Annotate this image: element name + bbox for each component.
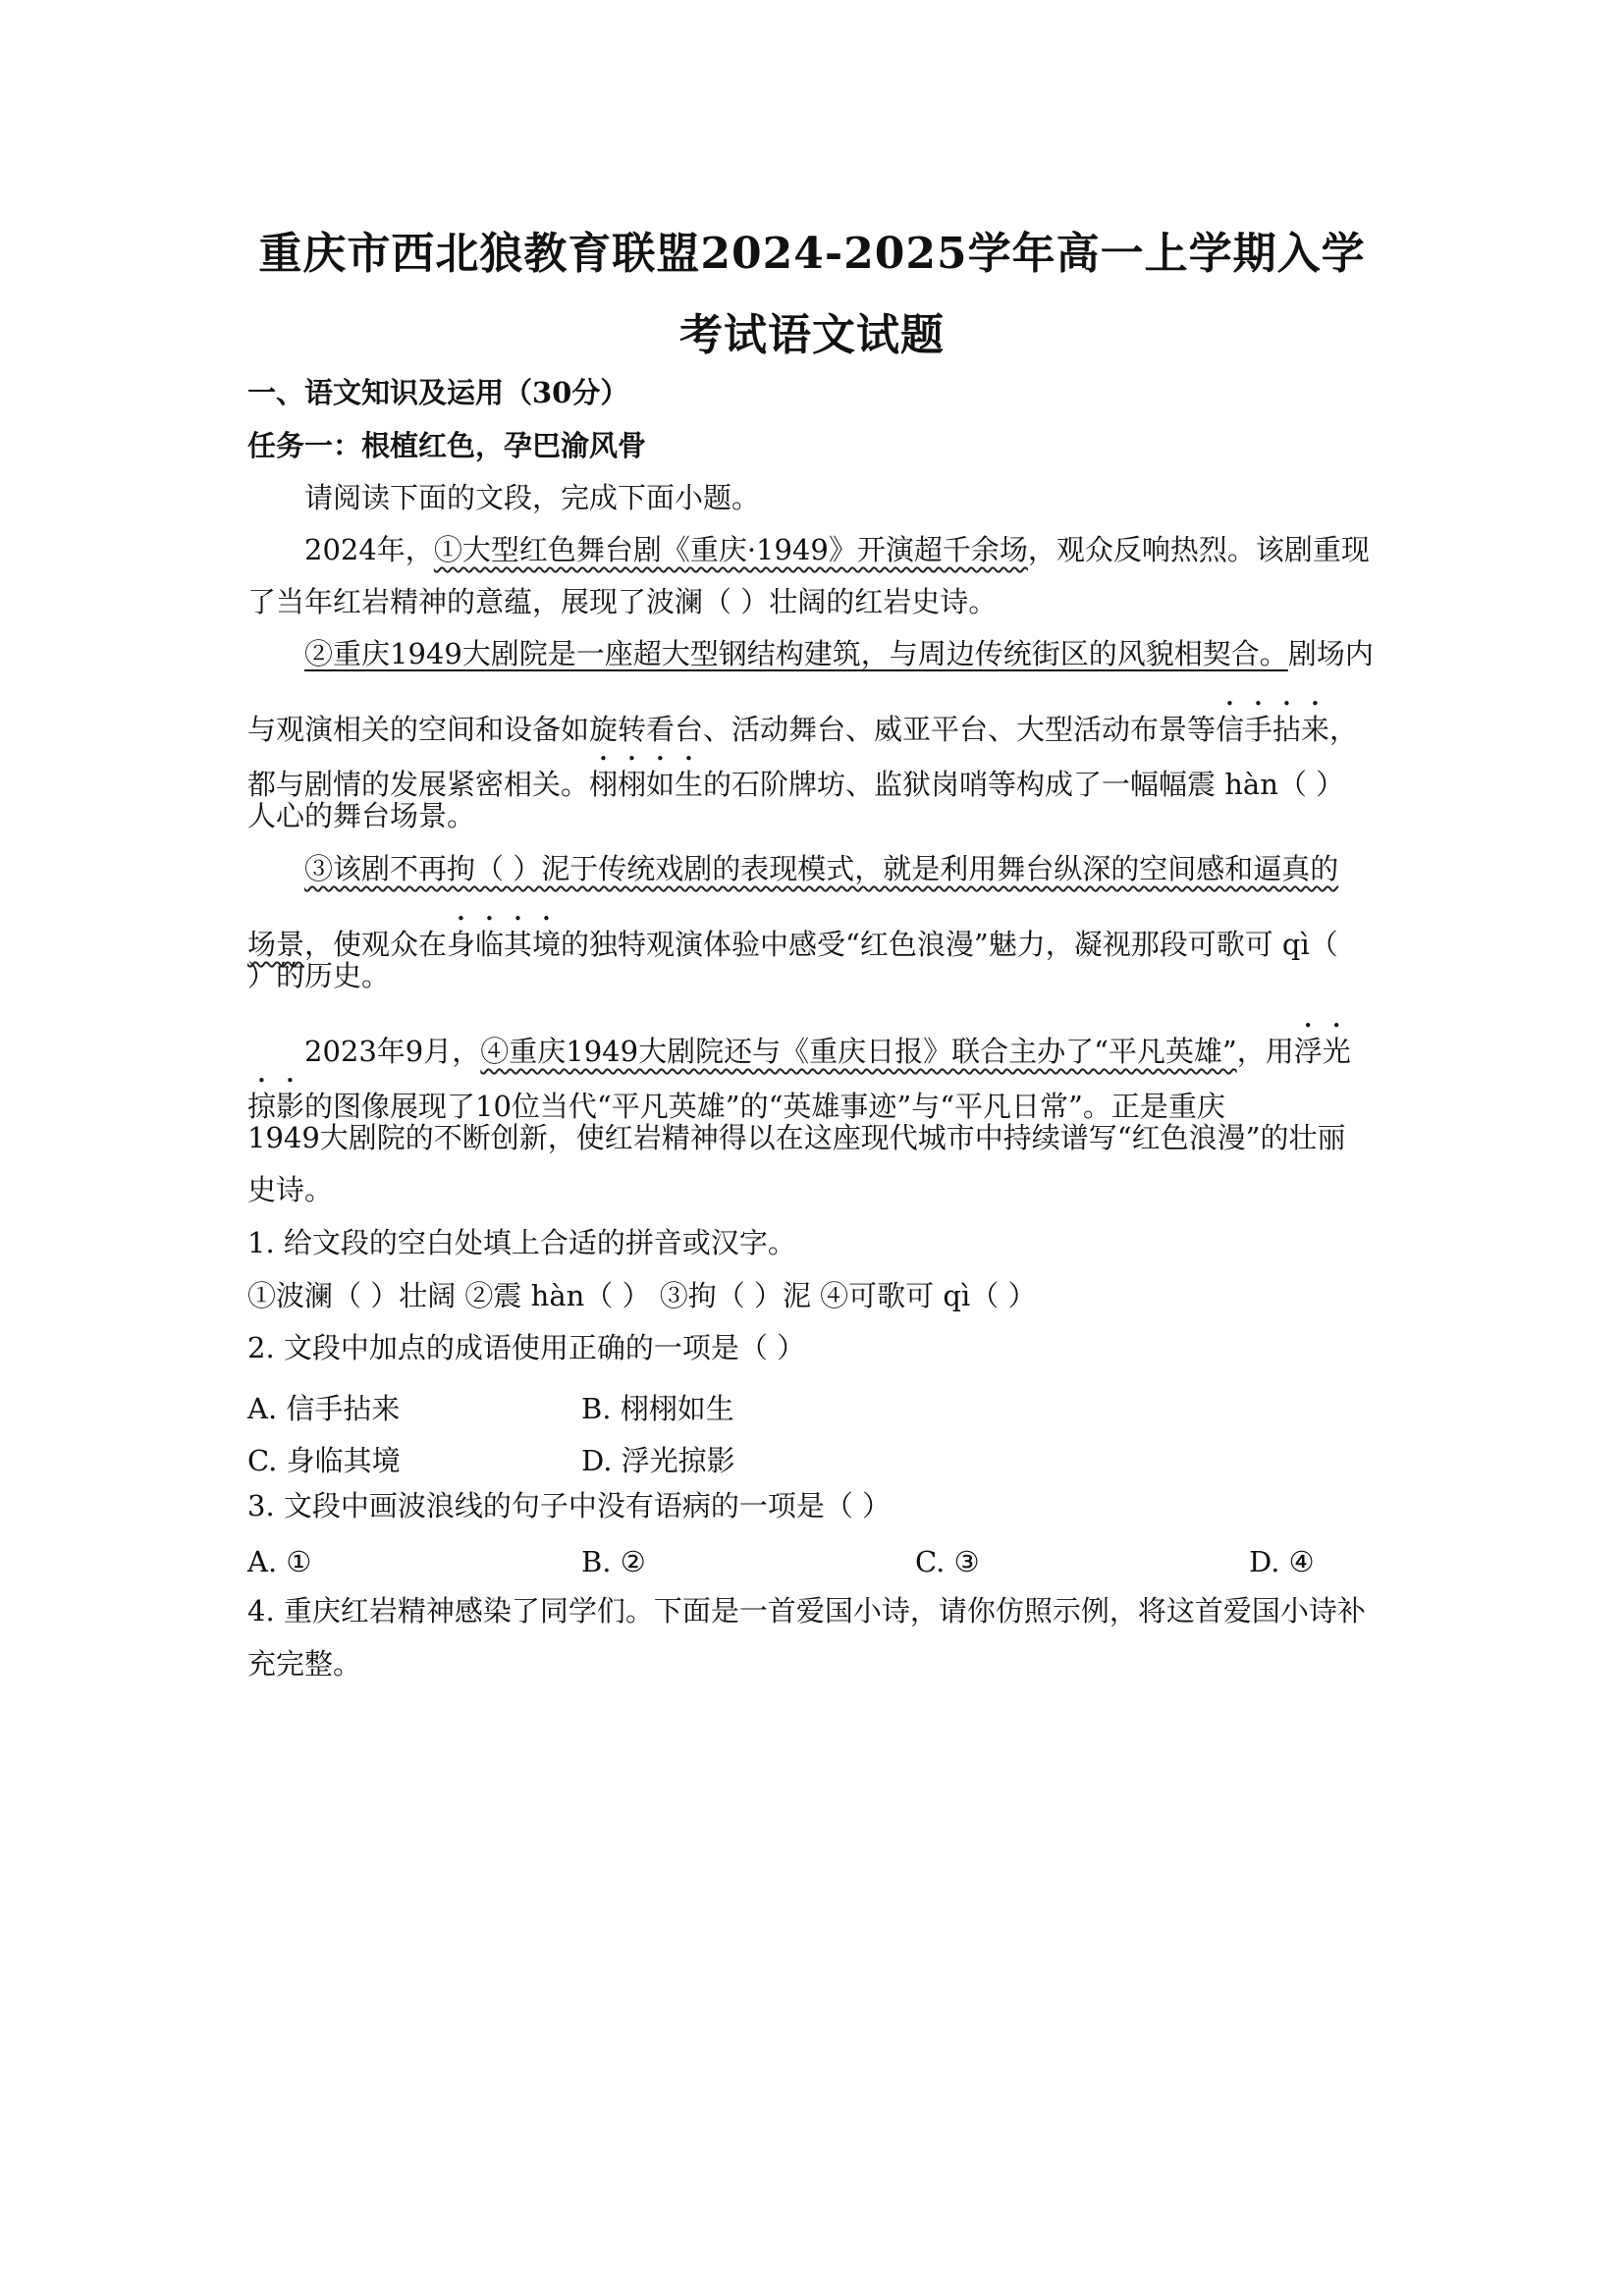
wavy-sentence-3: ③该剧不再拘（ ）泥于传统戏剧的表现模式，就是利用舞台纵深的空间感和逼真的: [304, 852, 1339, 885]
dotted-idiom-d-part2: 掠影: [247, 1090, 305, 1123]
passage-text: 2023年9月，: [304, 1035, 481, 1068]
passage-line: [304, 637, 1374, 670]
question-1: 1. 给文段的空白处填上合适的拼音或汉字。: [247, 1226, 796, 1259]
passage-text: 2024年，: [304, 533, 434, 566]
passage-line: 史诗。: [247, 1173, 334, 1206]
passage-text: 的图像展现了10位当代“平凡英雄”的“英雄事迹”与“平凡日常”。正是重庆: [304, 1090, 1225, 1123]
passage-text: 与观演相关的空间和设备如旋转看台、活动舞台、威亚平台、大型活动布景等: [247, 713, 1217, 746]
q2-option-b: B. 栩栩如生: [581, 1392, 734, 1425]
passage-text: ，: [1329, 713, 1359, 746]
wavy-sentence-3-end: 场景: [247, 928, 305, 961]
q2-option-d: D. 浮光掠影: [581, 1444, 735, 1477]
dotted-idiom-d-part1: 浮光: [1293, 1035, 1351, 1068]
underlined-sentence-2: ②重庆1949大剧院是一座超大型钢结构建筑，与周边传统街区的风貌相契合。: [304, 637, 1288, 670]
wavy-sentence-4: ④重庆1949大剧院还与《重庆日报》联合主办了“平凡英雄”: [480, 1035, 1237, 1068]
question-2: 2. 文段中加点的成语使用正确的一项是（ ）: [247, 1331, 806, 1364]
passage-line: [304, 533, 1370, 566]
dotted-idiom-a: 信手拈来: [1216, 713, 1330, 746]
passage-line: 1949大剧院的不断创新，使红岩精神得以在这座现代城市中持续谱写“红色浪漫”的壮丽: [247, 1121, 1346, 1154]
passage-line: [247, 910, 1338, 961]
exam-title-line1: 重庆市西北狼教育联盟2024-2025学年高一上学期入学: [258, 229, 1366, 279]
dotted-idiom-c: 身临其境: [447, 928, 562, 961]
passage-line: [304, 852, 1339, 885]
q2-option-a: A. 信手拈来: [247, 1392, 401, 1425]
q3-option-b: B. ②: [581, 1545, 646, 1578]
passage-text: 都与剧情的发展紧密相关。: [247, 768, 590, 801]
dotted-idiom-b: 栩栩如生: [589, 768, 704, 801]
passage-line: [247, 695, 1358, 746]
passage-line: [304, 1017, 1351, 1068]
passage-line: 人心的舞台场景。: [247, 799, 476, 832]
question-1-blanks: ①波澜（ ）壮阔 ②震 hàn（ ） ③拘（ ）泥 ④可歌可 qì（ ）: [247, 1279, 1037, 1312]
q3-option-a: A. ①: [247, 1545, 312, 1578]
passage-line: ）的历史。: [247, 959, 391, 992]
passage-text: ，用: [1236, 1035, 1294, 1068]
question-4: 4. 重庆红岩精神感染了同学们。下面是一首爱国小诗，请你仿照示例，将这首爱国小诗补: [247, 1594, 1366, 1628]
exam-title-line2: 考试语文试题: [679, 310, 945, 360]
q3-option-d: D. ④: [1249, 1545, 1315, 1578]
passage-text: 剧场内: [1287, 637, 1374, 670]
passage-line: [247, 750, 1344, 801]
passage-line: 了当年红岩精神的意蕴，展现了波澜（ ）壮阔的红岩史诗。: [247, 585, 998, 618]
passage-text: ，观众反响热烈。该剧重现: [1027, 533, 1370, 566]
question-4-cont: 充完整。: [247, 1647, 362, 1681]
task-heading: 任务一：根植红色，孕巴渝风骨: [247, 429, 647, 462]
wavy-sentence-1: ①大型红色舞台剧《重庆·1949》开演超千余场: [433, 533, 1028, 566]
passage-text: 的石阶牌坊、监狱岗哨等构成了一幅幅震 hàn（ ）: [703, 768, 1345, 801]
passage-line: [247, 1072, 1225, 1123]
passage-text: 的独特观演体验中感受“红色浪漫”魅力，凝视那段可歌可 qì（: [561, 928, 1338, 961]
instruction-text: 请阅读下面的文段，完成下面小题。: [304, 481, 761, 514]
passage-text: ，使观众在: [304, 928, 448, 961]
question-3: 3. 文段中画波浪线的句子中没有语病的一项是（ ）: [247, 1489, 892, 1522]
q3-option-c: C. ③: [915, 1545, 980, 1578]
q2-option-c: C. 身临其境: [247, 1444, 401, 1477]
section-heading: 一、语文知识及运用（30分）: [247, 376, 629, 409]
